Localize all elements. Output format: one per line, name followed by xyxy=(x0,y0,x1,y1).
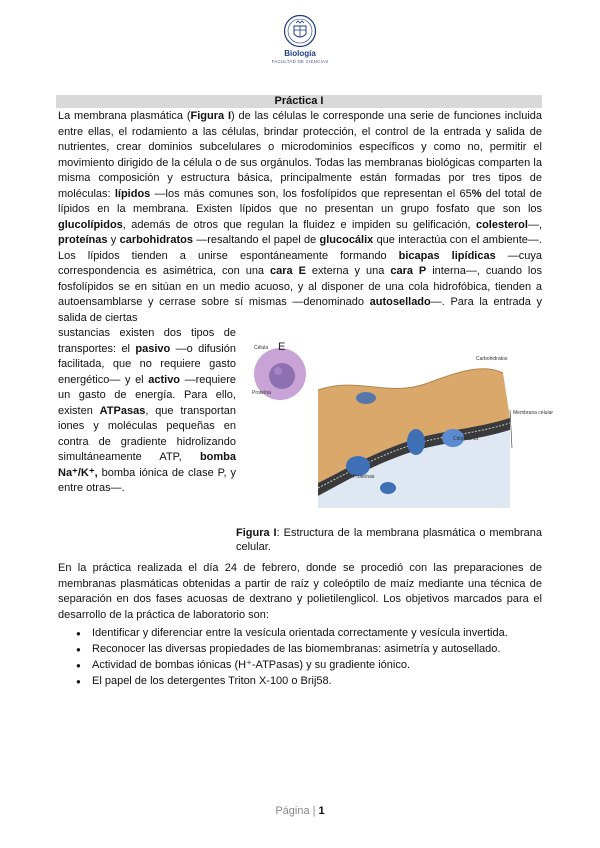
protein-shape xyxy=(346,456,370,476)
text-run: del total de lípidos en la membrana. Existen lípidos que no presentan un grupo fosfato que son los xyxy=(58,187,542,215)
text-run: que interactúa con el ambiente—. Los lípidos tienden a unirse espontáneamente formando xyxy=(58,234,542,262)
label-cell: Célula xyxy=(254,345,269,351)
protein-shape xyxy=(380,482,396,494)
text-run: bomba iónica de clase P, y entre otras—. xyxy=(58,466,236,494)
membrane-illustration xyxy=(248,338,554,518)
text-run: —los más comunes son, los fosfolípidos que representan el 65 xyxy=(150,187,472,200)
text-run: , que transportan iones y moléculas pequeñas en contra de gradiente hidrolizando simultáneamente ATP, xyxy=(58,404,236,463)
list-item: ● Actividad de bombas iónicas (H⁺-ATPasas) y su gradiente iónico. xyxy=(58,658,542,673)
practice-paragraph: En la práctica realizada el día 24 de febrero, donde se procedió con las preparaciones de membranas plasmáticas obtenidas a partir de raíz y coleóptilo de maíz mediante una técnica de separación en dos fases acuosas de dextrano y polietilenglicol. Los objetivos marcados para el desarrollo de la práctica de laboratorio son: xyxy=(58,562,542,621)
figure-letter: E xyxy=(278,341,286,353)
text-run: —cuya correspondencia es asimétrica, con una xyxy=(58,249,542,277)
text-run: —resaltando el papel de xyxy=(192,234,320,246)
intro-paragraph xyxy=(58,109,542,326)
page-footer xyxy=(0,805,600,817)
bold-term: pasivo xyxy=(135,342,171,355)
label-protein: Proteína xyxy=(252,390,271,396)
bold-term: activo xyxy=(148,373,181,386)
label-cytoplasm: Citoplasma xyxy=(453,436,479,442)
text-run: externa y una xyxy=(305,265,391,277)
text-run: interna—, cuando los fosfolípidos se en sitúan en un medio acuoso, y al disponer de una cola hidrofóbica, tienden a autoensamblarse y cerrase sobre sí mismas —denominado xyxy=(58,265,542,308)
figure-caption-label: Figura I xyxy=(236,527,277,539)
protein-shape xyxy=(356,392,376,404)
page-label: Página | xyxy=(275,805,316,817)
membrane-figure xyxy=(248,338,554,518)
text-run: y xyxy=(107,234,120,246)
label-membrane: Membrana celular xyxy=(513,410,554,416)
section-title: Práctica I xyxy=(56,95,542,108)
label-proteins: Proteínas xyxy=(353,474,375,480)
bold-term: glucolípidos xyxy=(58,218,123,231)
bold-term: carbohidratos xyxy=(119,234,193,246)
list-item: ● Reconocer las diversas propiedades de las biomembranas: asimetría y autosellado. xyxy=(58,642,542,657)
bold-term: % xyxy=(471,187,482,200)
text-run: ) de las células le corresponde una serie de funciones incluida entre ellas, el rodamiento a las células, brindar protección, el control de la entrada y salida de nutrientes, crear dominios subcelulares o microdominios específicos y como no, permitir el movimiento dirigido de la célula o de sus orgánulos. Todas las membranas biológicas comparten la misma composición y estructura básica, principalmente están formadas por tres tipos de moléculas: xyxy=(58,110,542,200)
university-logo xyxy=(262,14,338,65)
label-carbohydrates: Carbohidratos xyxy=(476,356,508,362)
bold-term: bicapas lipídicas xyxy=(398,249,496,262)
text-run: , además de otros que regulan la fluidez e impiden su gelificación, xyxy=(122,218,476,231)
bold-term: proteínas xyxy=(58,234,108,246)
bold-term: bomba Na⁺/K⁺, xyxy=(58,451,236,479)
page-number: 1 xyxy=(318,805,325,817)
protein-shape xyxy=(407,429,425,455)
text-run: —. Para la entrada y salida de ciertas xyxy=(58,296,543,324)
figure-caption-text: : Estructura de la membrana plasmática o membrana celular. xyxy=(236,527,542,553)
crest-icon xyxy=(283,14,317,48)
bold-term: autosellado xyxy=(369,296,431,308)
text-run: sustancias existen dos tipos de transportes: el xyxy=(58,327,236,355)
list-item: ● Identificar y diferenciar entre la vesícula orientada correctamente y vesícula invertida. xyxy=(58,626,542,641)
text-run: La membrana plasmática ( xyxy=(58,110,191,122)
bold-term: cara E xyxy=(270,265,306,277)
list-item: ● El papel de los detergentes Triton X-100 o Brij58. xyxy=(58,674,542,689)
text-run: —, xyxy=(527,218,542,231)
text-run: —o difusión facilitada, que no requiere gasto energético— y el xyxy=(58,342,236,386)
bold-term: colesterol xyxy=(475,218,528,231)
bold-term: glucocálix xyxy=(319,234,374,246)
text-run: —requiere un gasto de energía. Para ello, existen xyxy=(58,373,236,417)
objectives-list xyxy=(58,626,542,690)
transport-paragraph xyxy=(58,326,236,497)
logo-title: Biología xyxy=(284,49,316,58)
figure-caption xyxy=(236,526,542,554)
bold-term: cara P xyxy=(390,265,427,277)
logo-subtitle: FACULTAD DE CIENCIAS xyxy=(271,59,329,64)
bold-term: lípidos xyxy=(114,187,151,200)
bold-term: ATPasas xyxy=(99,404,146,417)
bold-term: Figura I xyxy=(190,110,232,122)
